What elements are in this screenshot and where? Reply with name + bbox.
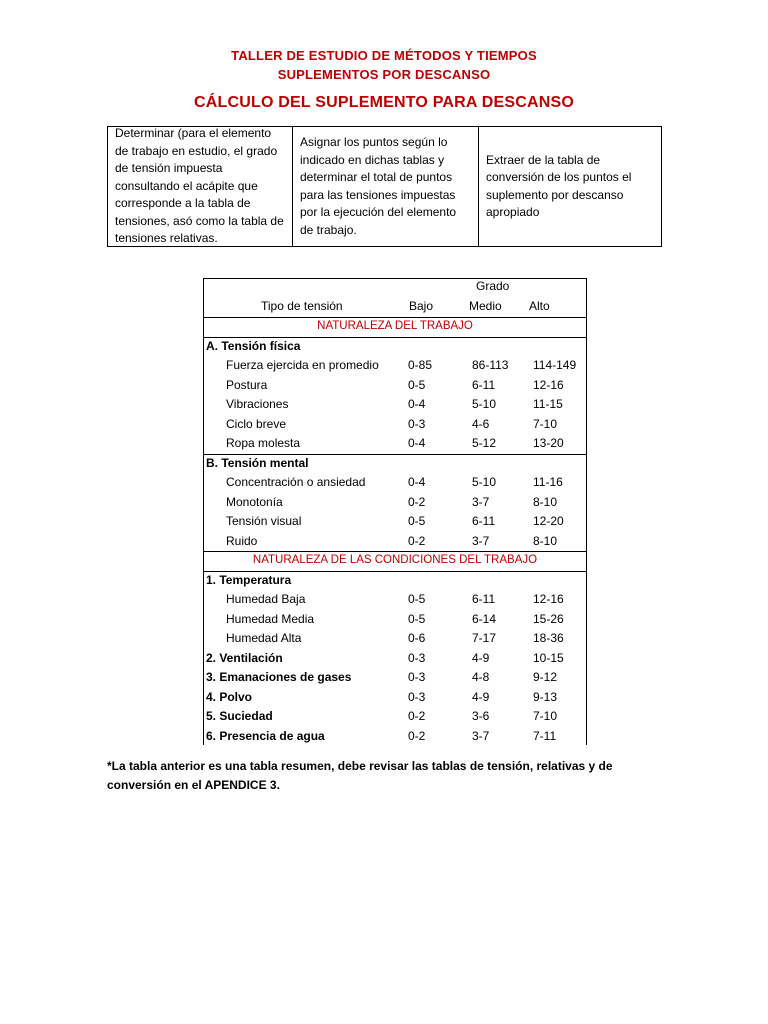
table-row-label: Postura (226, 377, 268, 392)
step-2: Asignar los puntos según lo indicado en dichas tablas y determinar el total de puntos para las tensiones impuestas por la ejecución del elemento de trabajo. (292, 127, 478, 246)
table-row-label: Vibraciones (226, 397, 289, 411)
table-row-bajo: 0-2 (408, 709, 426, 723)
table-row-label: 4. Polvo (206, 689, 253, 704)
table-row-alto: 12-16 (533, 377, 564, 392)
table-left-border (203, 278, 204, 745)
table-row-alto: 7-10 (533, 709, 558, 723)
medio-header: Medio (469, 299, 502, 313)
table-row-alto: 13-20 (533, 436, 564, 450)
table-row-alto: 8-10 (533, 533, 558, 548)
table-row-label: Ruido (226, 533, 258, 548)
table-row-label: Ciclo breve (226, 416, 287, 431)
table-row-bajo: 0-4 (408, 436, 426, 450)
table-row-medio: 5-12 (472, 436, 497, 450)
group-title: 1. Temperatura (206, 572, 292, 587)
table-row-medio: 6-14 (472, 611, 497, 626)
table-row-bajo: 0-3 (408, 650, 426, 665)
table-row-alto: 7-11 (533, 728, 557, 743)
section-divider (203, 571, 587, 572)
table-row-medio: 5-10 (472, 475, 497, 489)
course-title: TALLER DE ESTUDIO DE MÉTODOS Y TIEMPOS (231, 48, 537, 63)
table-row-alto: 18-36 (533, 631, 564, 645)
table-row-label: Humedad Alta (226, 631, 302, 645)
table-row-label: Humedad Media (226, 611, 315, 626)
table-row-alto: 15-26 (533, 611, 564, 626)
grado-header: Grado (476, 279, 510, 293)
table-row-alto: 8-10 (533, 494, 558, 509)
table-row-bajo: 0-5 (408, 514, 426, 528)
table-row-medio: 6-11 (472, 377, 496, 392)
step-1: Determinar (para el elemento de trabajo en estudio, el grado de tensión impuesta consultando el acápite que corresponde a la tabla de tensiones, asó como la tabla de tensiones relativas. (115, 126, 284, 246)
table-row-alto: 9-13 (533, 689, 558, 704)
tension-table (203, 278, 587, 745)
table-row-bajo: 0-6 (408, 631, 426, 645)
table-row-alto: 114-149 (533, 358, 577, 372)
table-row-medio: 4-8 (472, 670, 490, 684)
table-row-medio: 5-10 (472, 397, 497, 411)
table-row-medio: 3-6 (472, 709, 490, 723)
table-row-alto: 12-20 (533, 514, 564, 528)
table-row-medio: 3-7 (472, 728, 490, 743)
table-row-bajo: 0-3 (408, 670, 426, 684)
table-row-alto: 11-16 (533, 475, 563, 489)
table-row-alto: 11-15 (533, 397, 563, 411)
group-title: A. Tensión física (206, 338, 301, 353)
table-row-label: Concentración o ansiedad (226, 475, 366, 489)
table-row-bajo: 0-4 (408, 475, 426, 489)
section-divider (203, 551, 587, 552)
table-row-bajo: 0-4 (408, 397, 426, 411)
table-row-medio: 3-7 (472, 533, 490, 548)
table-row-alto: 10-15 (533, 650, 564, 665)
table-row-medio: 4-6 (472, 416, 490, 431)
alto-header: Alto (529, 299, 550, 313)
procedure-steps-box (107, 126, 662, 247)
table-row-bajo: 0-2 (408, 494, 426, 509)
table-row-alto: 12-16 (533, 592, 564, 606)
table-row-label: Fuerza ejercida en promedio (226, 358, 379, 372)
group-divider (203, 454, 587, 455)
section-title: NATURALEZA DEL TRABAJO (317, 320, 473, 332)
section-divider (203, 317, 587, 318)
table-row-bajo: 0-2 (408, 728, 426, 743)
table-row-bajo: 0-5 (408, 611, 426, 626)
bajo-header: Bajo (409, 299, 434, 313)
table-row-label: 5. Suciedad (206, 709, 273, 723)
table-row-medio: 86-113 (472, 358, 509, 372)
footnote: *La tabla anterior es una tabla resumen, debe revisar las tablas de tensión, relativas y de conversión en el APENDICE 3. (107, 759, 613, 792)
table-row-bajo: 0-2 (408, 533, 426, 548)
table-row-medio: 6-11 (472, 514, 496, 528)
table-row-alto: 9-12 (533, 670, 558, 684)
table-row-medio: 4-9 (472, 650, 490, 665)
page-title: CÁLCULO DEL SUPLEMENTO PARA DESCANSO (194, 94, 574, 111)
topic-title: SUPLEMENTOS POR DESCANSO (277, 67, 491, 82)
table-row-label: Humedad Baja (226, 592, 306, 606)
table-row-label: Tensión visual (226, 514, 302, 528)
table-row-bajo: 0-3 (408, 416, 426, 431)
table-row-medio: 3-7 (472, 494, 490, 509)
table-row-medio: 6-11 (472, 592, 496, 606)
section-title: NATURALEZA DE LAS CONDICIONES DEL TRABAJO (252, 554, 538, 566)
table-row-label: Ropa molesta (226, 436, 301, 450)
table-row-bajo: 0-5 (408, 592, 426, 606)
table-top-border (203, 278, 587, 279)
section-divider (203, 337, 587, 338)
table-row-label: Monotonía (226, 494, 283, 509)
table-row-label: 6. Presencia de agua (206, 728, 325, 743)
group-title: B. Tensión mental (206, 455, 309, 470)
table-row-bajo: 0-85 (408, 358, 433, 372)
table-row-bajo: 0-3 (408, 689, 426, 704)
table-row-label: 2. Ventilación (206, 650, 283, 665)
table-row-medio: 4-9 (472, 689, 490, 704)
table-right-border (586, 278, 587, 745)
table-row-alto: 7-10 (533, 416, 558, 431)
table-row-bajo: 0-5 (408, 377, 426, 392)
step-3: Extraer de la tabla de conversión de los puntos el suplemento por descanso apropiado (478, 127, 661, 246)
table-row-medio: 7-17 (472, 631, 497, 645)
tipo-header: Tipo de tensión (261, 299, 343, 313)
table-row-label: 3. Emanaciones de gases (206, 670, 352, 684)
